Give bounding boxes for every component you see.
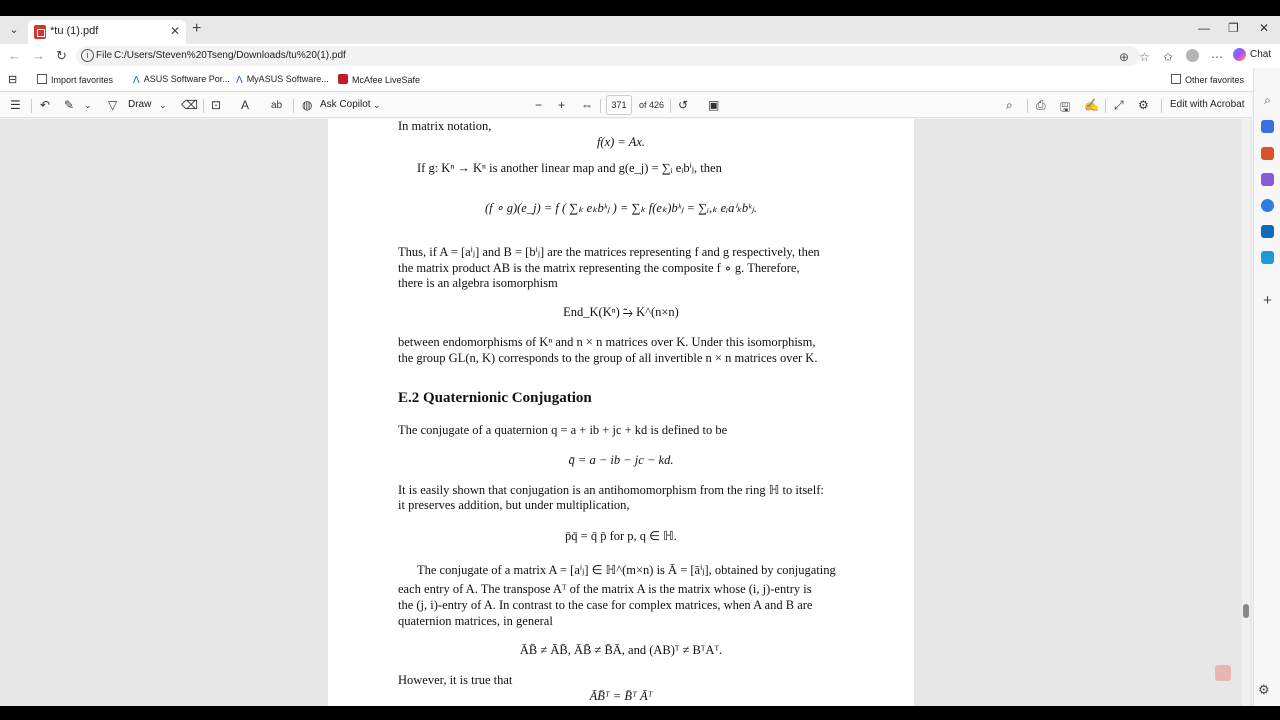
favorite-asus-portal[interactable] bbox=[133, 74, 230, 85]
search-icon[interactable]: ⌕ bbox=[1006, 98, 1013, 112]
text-line: the (j, i)-entry of A. In contrast to the case for complex matrices, when A and B are bbox=[398, 598, 813, 612]
favorite-label: MyASUS Software... bbox=[246, 74, 329, 84]
favorite-label: Import favorites bbox=[51, 75, 114, 85]
address-row bbox=[0, 44, 1280, 68]
translate-icon[interactable]: ab bbox=[271, 100, 283, 111]
new-tab-button[interactable]: + bbox=[192, 20, 202, 37]
text-box-icon[interactable]: ⊡ bbox=[211, 98, 222, 112]
divider bbox=[31, 99, 32, 113]
close-window-button[interactable]: ✕ bbox=[1259, 21, 1270, 35]
other-favorites[interactable] bbox=[1171, 74, 1244, 85]
pdf-icon bbox=[34, 25, 46, 39]
copilot-chevron-icon[interactable]: ⌄ bbox=[373, 100, 381, 110]
equation: ĀB̄ ≠ ĀB̄, ĀB̄ ≠ B̄Ā, and (AB)ᵀ ≠ BᵀAᵀ. bbox=[519, 643, 723, 657]
equation: f(x) = Ax. bbox=[596, 135, 646, 149]
text-line: there is an algebra isomorphism bbox=[398, 276, 558, 290]
equation: End_K(Kⁿ) ⥲ K^(n×n) bbox=[563, 305, 679, 319]
pdf-toolbar bbox=[0, 93, 1252, 118]
tab-bar bbox=[0, 16, 1280, 44]
copilot-icon bbox=[1233, 48, 1246, 61]
folder-icon bbox=[1171, 74, 1181, 84]
pdf-viewer bbox=[0, 119, 1252, 706]
asus-icon: Λ bbox=[236, 75, 243, 86]
rotate-icon[interactable]: ↺ bbox=[678, 98, 689, 112]
search-icon[interactable]: ⌕ bbox=[1264, 93, 1271, 107]
copilot-icon[interactable]: ◍ bbox=[302, 98, 313, 112]
forward-icon[interactable]: → bbox=[32, 48, 45, 63]
maximize-button[interactable]: ❐ bbox=[1228, 21, 1239, 35]
acrobat-icon[interactable] bbox=[1215, 665, 1231, 681]
outlook-icon[interactable] bbox=[1261, 225, 1274, 238]
tools-briefcase-icon[interactable] bbox=[1261, 147, 1274, 160]
folder-icon bbox=[37, 74, 47, 84]
section-heading: E.2 Quaternionic Conjugation bbox=[398, 390, 592, 406]
page-number-input[interactable]: 371 bbox=[606, 95, 632, 115]
text-line: between endomorphisms of Kⁿ and n × n matrices over K. Under this isomorphism, bbox=[398, 335, 816, 349]
other-favorites-label: Other favorites bbox=[1185, 75, 1245, 85]
draw-label[interactable]: Draw bbox=[128, 99, 152, 110]
add-icon[interactable]: + bbox=[1263, 292, 1272, 309]
favorite-import[interactable] bbox=[37, 74, 113, 85]
pdf-page bbox=[328, 119, 914, 706]
equation: p̄q̄ = q̄ p̄ for p, q ∈ ℍ. bbox=[565, 529, 677, 543]
text-line: However, it is true that bbox=[398, 673, 513, 687]
equation: q̄ = a − ib − jc − kd. bbox=[568, 453, 674, 467]
asus-icon: Λ bbox=[133, 75, 140, 86]
text-line: it preserves addition, but under multiplication, bbox=[398, 498, 630, 512]
text-line: the group GL(n, K) corresponds to the group of all invertible n × n matrices over K. bbox=[398, 351, 818, 365]
mcafee-icon bbox=[338, 74, 348, 84]
divider bbox=[293, 99, 294, 113]
favorite-label: ASUS Software Por... bbox=[143, 74, 230, 84]
send-icon[interactable] bbox=[1261, 251, 1274, 264]
highlight-chevron-icon[interactable]: ⌄ bbox=[84, 100, 92, 110]
sidebar-settings-gear-icon[interactable]: ⚙ bbox=[1258, 682, 1270, 697]
zoom-out-icon[interactable]: − bbox=[535, 98, 543, 112]
text-line: the matrix product AB is the matrix representing the composite f ∘ g. Therefore, bbox=[398, 261, 800, 275]
fit-page-icon[interactable]: ⇔ bbox=[581, 98, 593, 112]
tab-close-icon[interactable]: ✕ bbox=[169, 24, 180, 38]
equation: ĀB̄ᵀ = B̄ᵀ Āᵀ bbox=[589, 689, 653, 703]
chat-label: Chat bbox=[1250, 49, 1272, 61]
read-aloud-icon[interactable]: A bbox=[241, 98, 250, 112]
text-line: It is easily shown that conjugation is an antihomomorphism from the ring ℍ to itself: bbox=[398, 483, 824, 497]
text-line: The conjugate of a quaternion q = a + ib + jc + kd is defined to be bbox=[398, 423, 728, 437]
scrollbar-thumb[interactable] bbox=[1243, 604, 1249, 618]
scrollbar[interactable] bbox=[1242, 119, 1250, 706]
favorite-mcafee[interactable] bbox=[338, 74, 420, 85]
edit-with-acrobat-button[interactable]: Edit with Acrobat bbox=[1170, 99, 1245, 110]
tab-title: *tu (1).pdf bbox=[50, 25, 99, 37]
url-text[interactable]: C:/Users/Steven%20Tseng/Downloads/tu%20(1).pdf bbox=[114, 50, 346, 61]
favorite-myasus[interactable] bbox=[236, 74, 329, 85]
divider bbox=[1027, 99, 1028, 113]
divider bbox=[1105, 99, 1106, 113]
microsoft-365-icon[interactable] bbox=[1261, 199, 1274, 212]
more-menu-icon[interactable]: ⋯ bbox=[1211, 50, 1223, 64]
fullscreen-icon[interactable]: ⤢ bbox=[1114, 98, 1124, 112]
contents-icon[interactable]: ☰ bbox=[10, 98, 21, 112]
page-total: of 426 bbox=[639, 100, 665, 110]
undo-icon[interactable]: ↶ bbox=[40, 98, 51, 112]
divider bbox=[203, 99, 204, 113]
draw-icon[interactable]: ▽ bbox=[108, 98, 118, 112]
equation: (f ∘ g)(e_j) = f ( ∑ₖ eₖbᵏⱼ ) = ∑ₖ f(eₖ)bᵏⱼ = ∑ᵢ,ₖ eᵢaⁱₖbᵏⱼ. bbox=[485, 201, 757, 215]
edge-sidebar bbox=[1253, 68, 1280, 706]
text-line: Thus, if A = [aⁱⱼ] and B = [bⁱⱼ] are the matrices representing f and g respectively, then bbox=[398, 245, 820, 259]
shopping-tag-icon[interactable] bbox=[1261, 120, 1274, 133]
favorite-label: McAfee LiveSafe bbox=[352, 75, 421, 85]
erase-icon[interactable]: ⌫ bbox=[181, 98, 198, 112]
tab-pdf[interactable] bbox=[28, 20, 186, 44]
save-as-icon[interactable]: ✍ bbox=[1084, 98, 1099, 112]
text-line: The conjugate of a matrix A = [aⁱⱼ] ∈ ℍ^(m×n) is Ā = [āⁱⱼ], obtained by conjugating bbox=[417, 563, 836, 577]
refresh-icon[interactable]: ↻ bbox=[56, 48, 67, 63]
info-icon[interactable]: i bbox=[81, 49, 94, 62]
text-line: quaternion matrices, in general bbox=[398, 614, 553, 628]
minimize-button[interactable]: — bbox=[1198, 21, 1210, 35]
text-line: If g: Kⁿ → Kⁿ is another linear map and g(e_j) = ∑ᵢ eᵢbⁱⱼ, then bbox=[417, 161, 722, 175]
draw-chevron-icon[interactable]: ⌄ bbox=[159, 100, 167, 110]
browser-window bbox=[0, 16, 1280, 706]
file-label: File bbox=[96, 50, 113, 61]
favorites-icon[interactable]: ✩ bbox=[1163, 50, 1174, 64]
divider bbox=[1161, 99, 1162, 113]
profile-avatar[interactable] bbox=[1186, 49, 1199, 62]
settings-gear-icon[interactable]: ⚙ bbox=[1138, 98, 1149, 112]
divider bbox=[670, 99, 671, 113]
favorites-toggle-icon[interactable]: ⊟ bbox=[8, 74, 18, 86]
zoom-in-icon[interactable]: + bbox=[558, 98, 566, 112]
favorite-star-icon[interactable]: ☆ bbox=[1139, 50, 1150, 64]
games-icon[interactable] bbox=[1261, 173, 1274, 186]
highlight-icon[interactable]: ✎ bbox=[64, 98, 75, 112]
save-icon[interactable]: 🖫 bbox=[1060, 100, 1071, 114]
ask-copilot-label[interactable]: Ask Copilot bbox=[320, 99, 371, 110]
text-line: In matrix notation, bbox=[398, 119, 492, 133]
back-icon[interactable]: ← bbox=[8, 48, 21, 63]
favorites-bar bbox=[0, 68, 1280, 92]
divider bbox=[600, 99, 601, 113]
chat-button[interactable] bbox=[1233, 48, 1271, 61]
zoom-icon[interactable]: ⊕ bbox=[1119, 50, 1130, 64]
address-bar[interactable] bbox=[76, 46, 1140, 66]
tab-actions-chevron-icon[interactable]: ⌄ bbox=[9, 24, 19, 36]
page-view-icon[interactable]: ▣ bbox=[708, 98, 720, 112]
text-line: each entry of A. The transpose Aᵀ of the matrix A is the matrix whose (i, j)-entry is bbox=[398, 582, 812, 596]
print-icon[interactable]: ⎙ bbox=[1036, 98, 1046, 112]
